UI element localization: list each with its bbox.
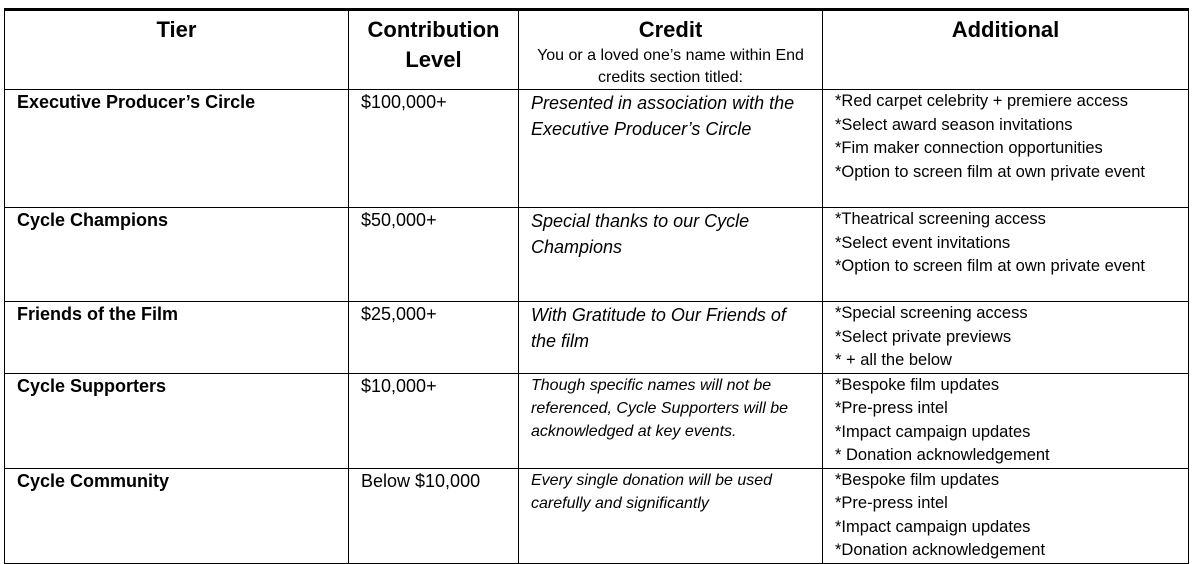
additional-list bbox=[823, 90, 1189, 208]
credit-text: Presented in association with the Executive Producer’s Circle bbox=[519, 90, 823, 208]
table-row bbox=[5, 208, 1189, 302]
tiers-table bbox=[4, 8, 1189, 564]
additional-item: *Impact campaign updates bbox=[835, 517, 1031, 536]
additional-item: *Select event invitations bbox=[835, 233, 1011, 252]
table-row bbox=[5, 302, 1189, 374]
contribution-level: Below $10,000 bbox=[349, 468, 519, 563]
header-credit-subtitle: You or a loved one’s name within End credits section titled: bbox=[537, 47, 804, 86]
additional-item: *Impact campaign updates bbox=[835, 422, 1031, 441]
contribution-level: $100,000+ bbox=[349, 90, 519, 208]
additional-item: *Select award season invitations bbox=[835, 115, 1073, 134]
additional-list bbox=[823, 302, 1189, 374]
contribution-level: $25,000+ bbox=[349, 302, 519, 374]
contribution-level: $10,000+ bbox=[349, 373, 519, 468]
additional-item: *Donation acknowledgement bbox=[835, 541, 1046, 559]
additional-item: *Option to screen film at own private event bbox=[835, 257, 1145, 275]
additional-item: *Theatrical screening access bbox=[835, 210, 1046, 228]
credit-text: Though specific names will not be referenced, Cycle Supporters will be acknowledged at key events. bbox=[519, 373, 823, 468]
header-additional: Additional bbox=[823, 10, 1189, 90]
additional-list bbox=[823, 208, 1189, 302]
header-credit: Credit You or a loved one’s name within End credits section titled: bbox=[519, 10, 823, 90]
additional-item: * Donation acknowledgement bbox=[835, 446, 1050, 464]
additional-list bbox=[823, 373, 1189, 468]
credit-text: Special thanks to our Cycle Champions bbox=[519, 208, 823, 302]
tier-name: Executive Producer’s Circle bbox=[5, 90, 349, 208]
header-tier: Tier bbox=[5, 10, 349, 90]
additional-item: *Bespoke film updates bbox=[835, 375, 1000, 394]
header-row bbox=[5, 10, 1189, 90]
additional-item: *Fim maker connection opportunities bbox=[835, 139, 1103, 157]
table-row bbox=[5, 468, 1189, 563]
credit-text: Every single donation will be used carefully and significantly bbox=[519, 468, 823, 563]
additional-item: *Pre-press intel bbox=[835, 494, 948, 512]
tier-name: Cycle Champions bbox=[5, 208, 349, 302]
additional-list bbox=[823, 468, 1189, 563]
table-row bbox=[5, 90, 1189, 208]
additional-item: *Red carpet celebrity + premiere access bbox=[835, 92, 1129, 110]
contribution-level: $50,000+ bbox=[349, 208, 519, 302]
header-contribution: Contribution Level bbox=[349, 10, 519, 90]
tier-name: Friends of the Film bbox=[5, 302, 349, 374]
tier-name: Cycle Supporters bbox=[5, 373, 349, 468]
credit-text: With Gratitude to Our Friends of the film bbox=[519, 302, 823, 374]
additional-item: * + all the below bbox=[835, 351, 952, 369]
table-row bbox=[5, 373, 1189, 468]
tier-name: Cycle Community bbox=[5, 468, 349, 563]
additional-item: *Special screening access bbox=[835, 304, 1028, 322]
additional-item: *Pre-press intel bbox=[835, 399, 948, 417]
additional-item: *Option to screen film at own private event bbox=[835, 162, 1145, 181]
additional-item: *Bespoke film updates bbox=[835, 470, 1000, 489]
additional-item: *Select private previews bbox=[835, 327, 1012, 346]
